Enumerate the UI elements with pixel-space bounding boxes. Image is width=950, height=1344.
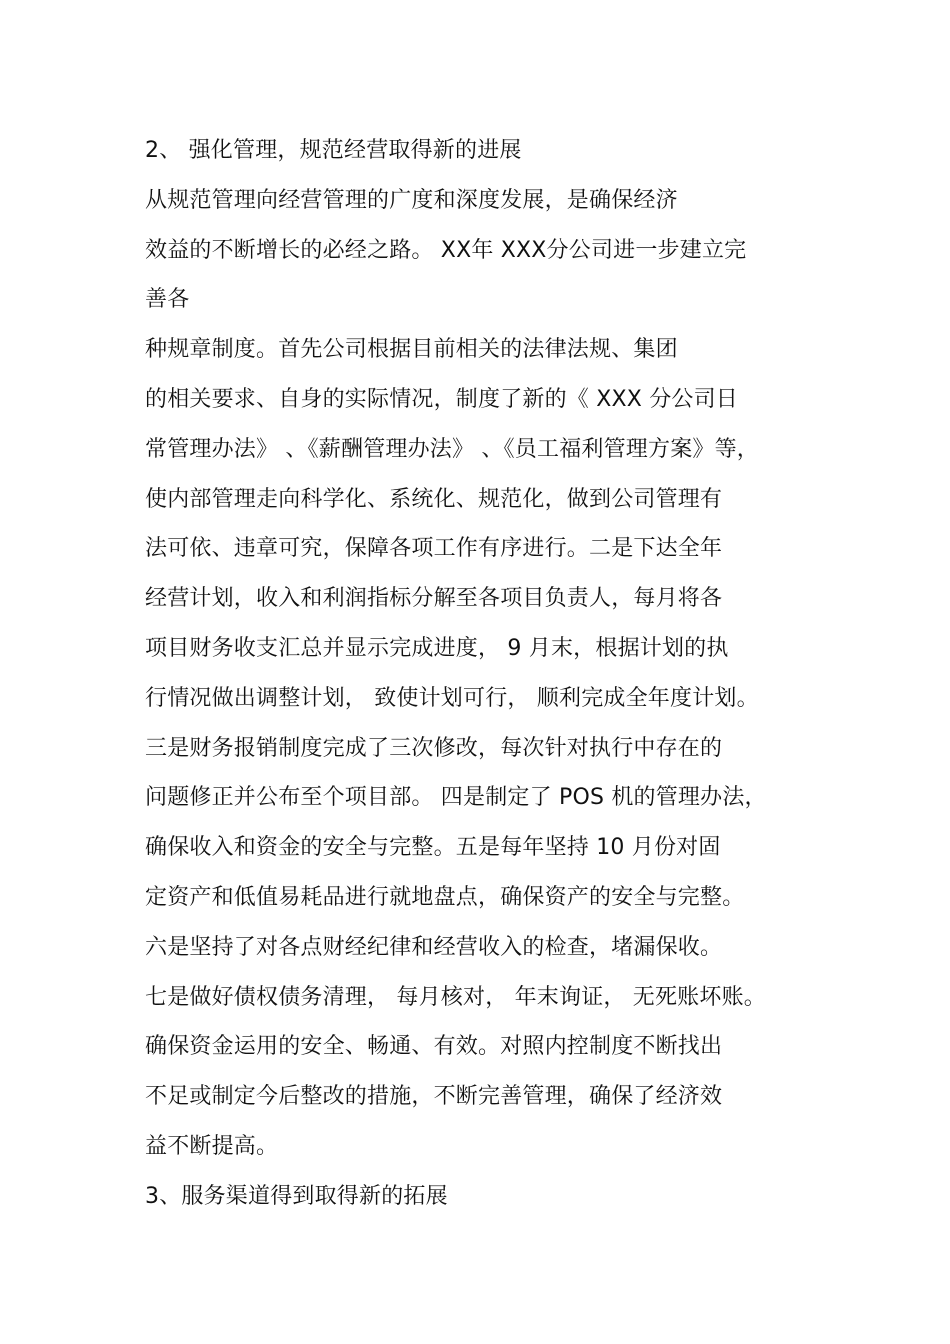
text-line: 的相关要求、自身的实际情况，制度了新的《 XXX 分公司日 <box>145 386 739 412</box>
text-line: 从规范管理向经营管理的广度和深度发展，是确保经济 <box>145 187 678 213</box>
text-line: 行情况做出调整计划， 致使计划可行， 顺利完成全年度计划。 <box>145 685 759 711</box>
text-line: 六是坚持了对各点财经纪律和经营收入的检查，堵漏保收。 <box>145 934 723 960</box>
text-line: 问题修正并公布至个项目部。 四是制定了 POS 机的管理办法， <box>145 785 767 811</box>
text-line: 项目财务收支汇总并显示完成进度， 9 月末，根据计划的执 <box>145 635 729 661</box>
text-line: 种规章制度。首先公司根据目前相关的法律法规、集团 <box>145 337 678 363</box>
text-line: 确保资金运用的安全、畅通、有效。对照内控制度不断找出 <box>145 1034 723 1060</box>
text-line: 益不断提高。 <box>145 1133 279 1159</box>
text-line: 使内部管理走向科学化、系统化、规范化，做到公司管理有 <box>145 486 723 512</box>
text-line: 效益的不断增长的必经之路。 XX年 XXX分公司进一步建立完 <box>145 237 747 263</box>
text-line: 经营计划，收入和利润指标分解至各项目负责人，每月将各 <box>145 586 723 612</box>
text-line: 不足或制定今后整改的措施，不断完善管理，确保了经济效 <box>145 1084 723 1110</box>
document-body <box>145 133 825 1229</box>
text-line: 七是做好债权债务清理， 每月核对， 年末询证， 无死账坏账。 <box>145 984 766 1010</box>
text-line: 定资产和低值易耗品进行就地盘点，确保资产的安全与完整。 <box>145 884 745 910</box>
text-line: 善各 <box>145 287 190 313</box>
text-line: 三是财务报销制度完成了三次修改，每次针对执行中存在的 <box>145 735 723 761</box>
section-heading-2: 2、 强化管理，规范经营取得新的进展 <box>145 138 522 163</box>
text-line: 确保收入和资金的安全与完整。五是每年坚持 10 月份对固 <box>145 835 721 861</box>
section-heading-3: 3、服务渠道得到取得新的拓展 <box>145 1183 448 1209</box>
text-line: 常管理办法》 、《薪酬管理办法》 、《员工福利管理方案》等， <box>145 436 759 462</box>
text-line: 法可依、违章可究，保障各项工作有序进行。二是下达全年 <box>145 536 723 562</box>
